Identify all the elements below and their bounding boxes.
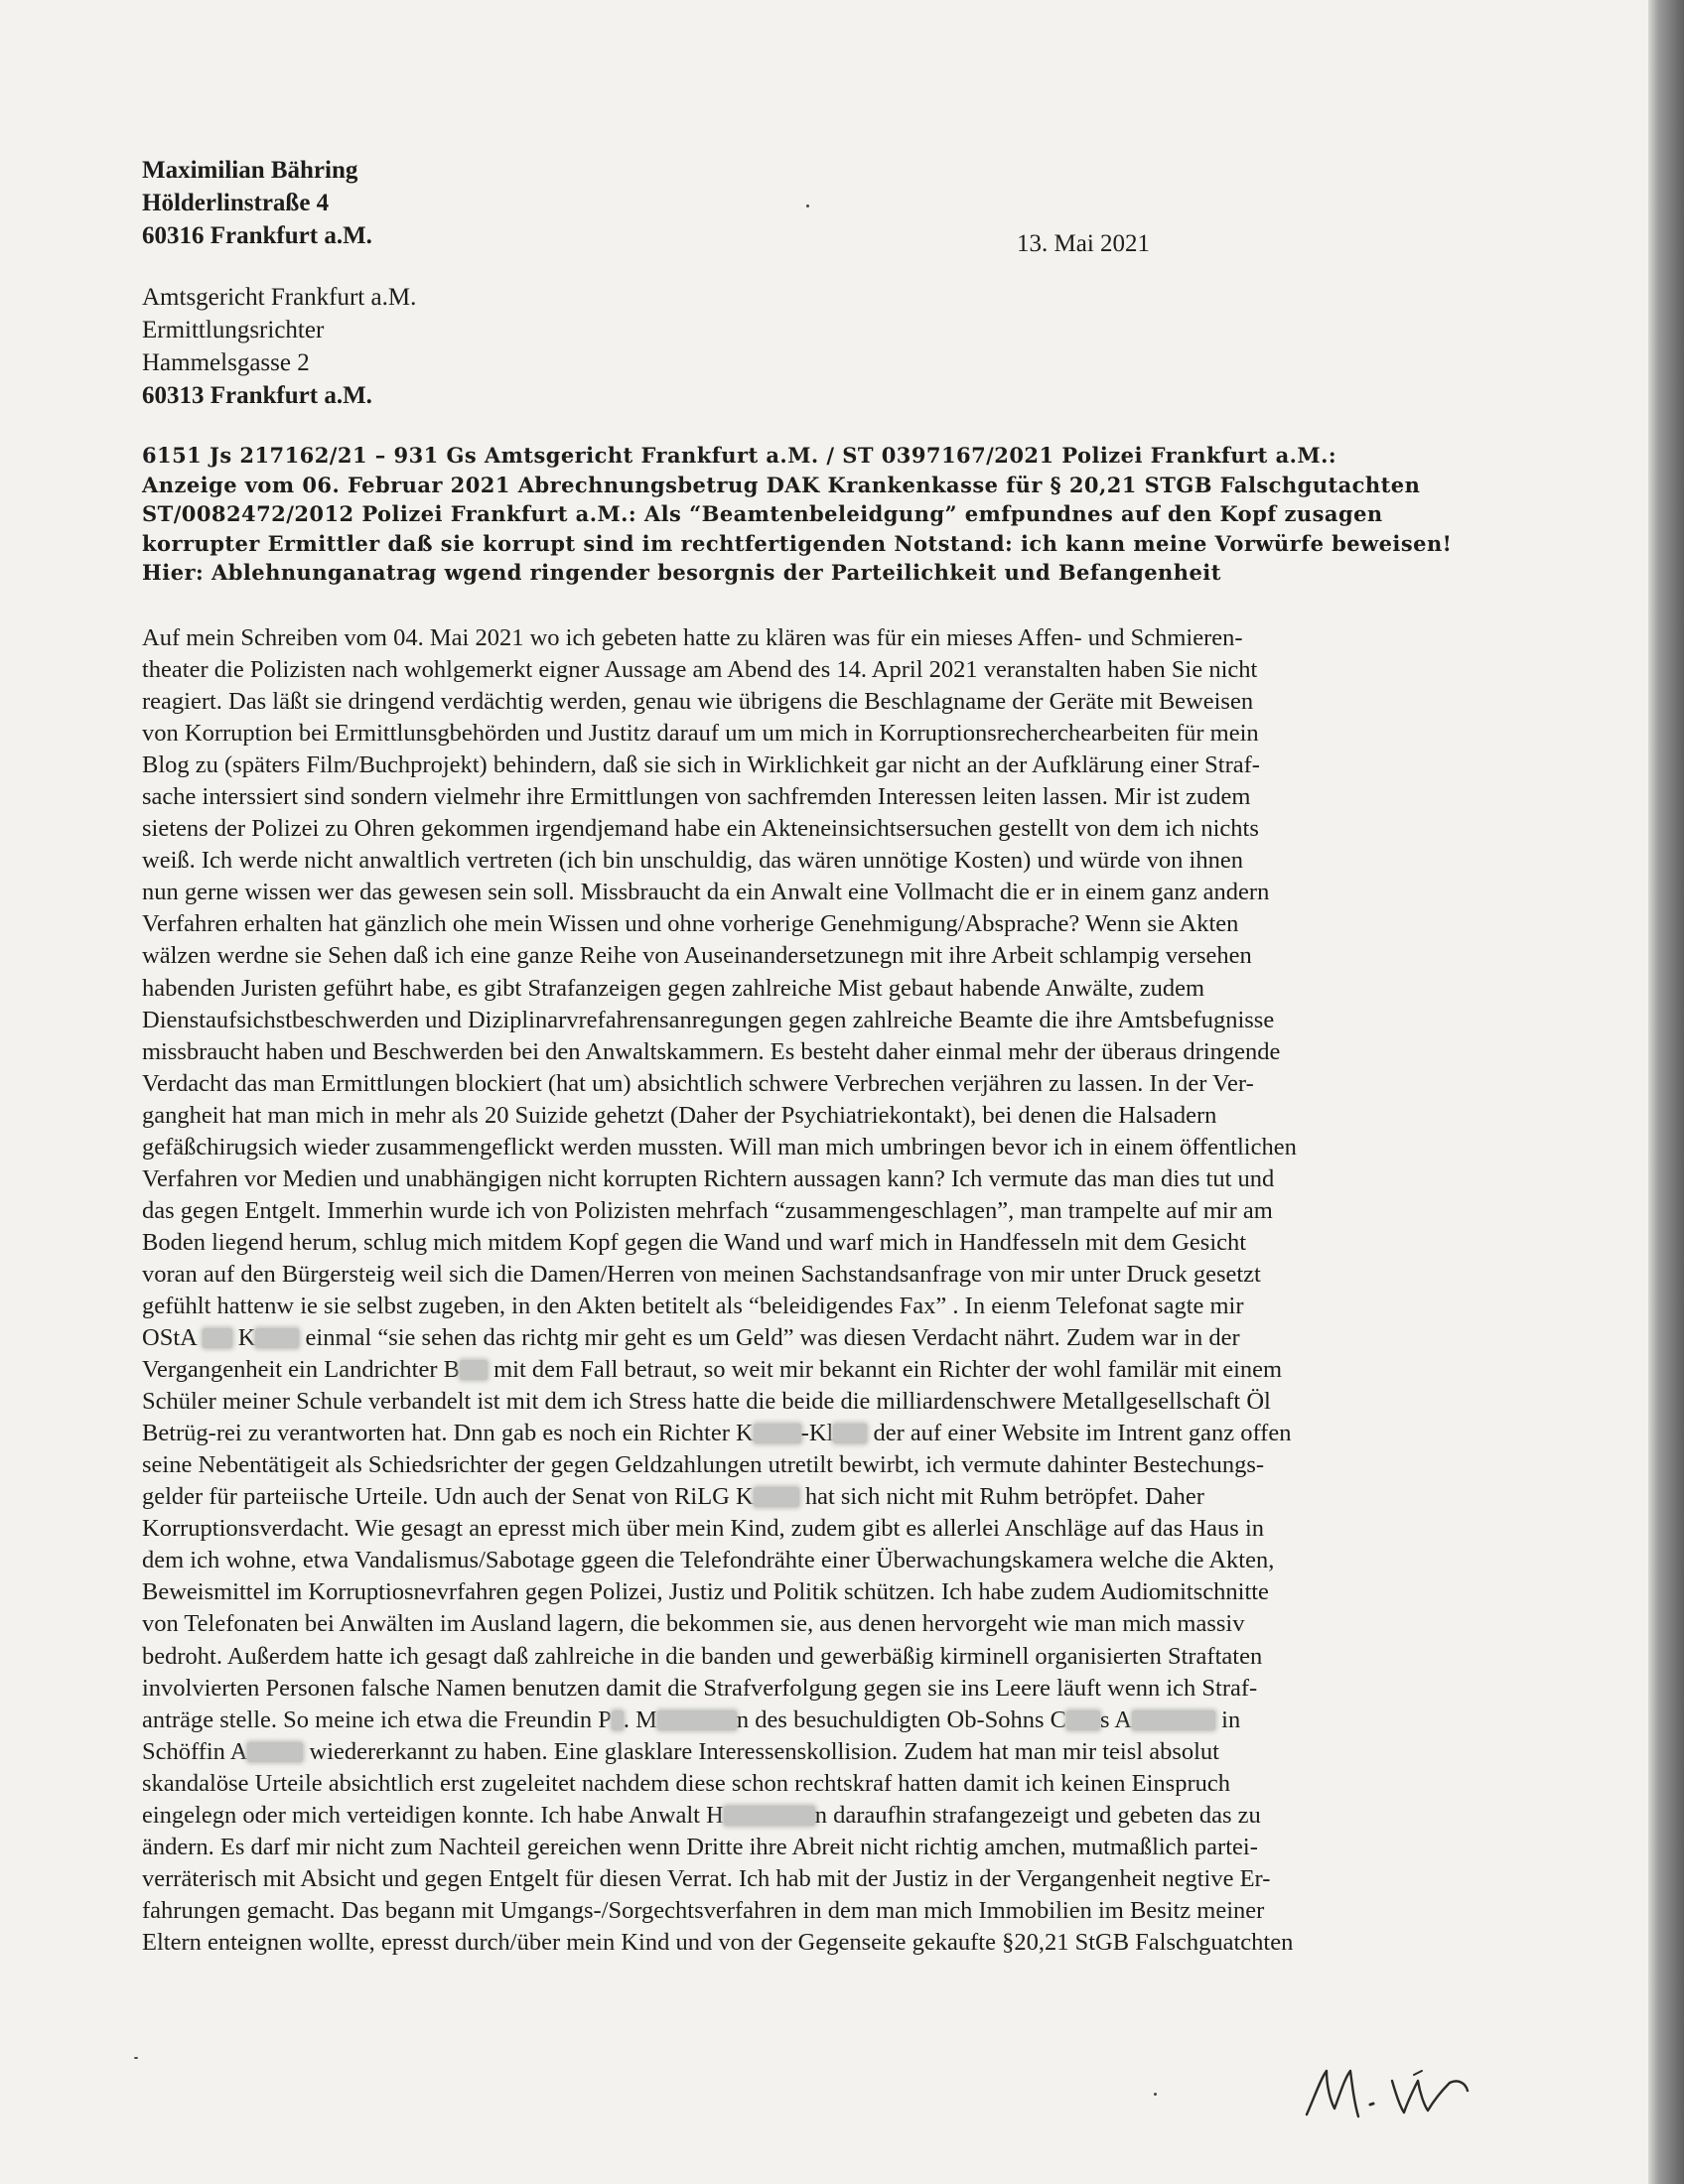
text-fragment: einmal “sie sehen das richtg mir geht es um Geld” was diesen Verdacht nährt. Zudem war in der (305, 1324, 1240, 1352)
text-fragment: n daraufhin strafangezeigt und gebeten das zu (814, 1801, 1261, 1829)
body-line: Schüler meiner Schule verbandelt ist mit dem ich Stress hatte die beide die milliardenschwere Metallgesellschaft Öl (142, 1388, 1271, 1416)
body-line: voran auf den Bürgersteig weil sich die Damen/Herren von meinen Sachstandsanfrage von mir unter Druck gesetzt (142, 1260, 1261, 1288)
body-line: Blog zu (späters Film/Buchprojekt) behindern, daß sie sich in Wirklichkeit gar nicht an der Aufklärung einer Straf- (142, 751, 1260, 779)
subject-line: ST/0082472/2012 Polizei Frankfurt a.M.: Als “Beamtenbeleidgung” emfpundnes auf den Kopf zusagen (142, 501, 1383, 527)
text-fragment: n des besuchuldigten Ob-Sohns C (736, 1706, 1066, 1733)
text-fragment: mit dem Fall betraut, so weit mir bekannt ein Richter der wohl familär mit einem (493, 1356, 1283, 1384)
text-fragment: gelder für parteiische Urteile. Udn auch der Senat von RiLG K (142, 1483, 754, 1511)
body-line: Korruptionsverdacht. Wie gesagt an epresst mich über mein Kind, zudem gibt es allerlei Anschläge auf das Haus in (142, 1515, 1265, 1543)
subject-line: Anzeige vom 06. Februar 2021 Abrechnungsbetrug DAK Krankenkasse für § 20,21 STGB Falschgutachten (142, 472, 1421, 497)
body-line: habenden Juristen geführt habe, es gibt Strafanzeigen gegen zahlreiche Mist gebaut habende Anwälte, zudem (142, 974, 1205, 1002)
text-fragment: in (1221, 1706, 1241, 1733)
body-line: Beweismittel im Korruptiosnevrfahren gegen Polizei, Justiz und Politik schützen. Ich habe zudem Audiomitschnitte (142, 1578, 1269, 1606)
redaction (247, 1742, 303, 1762)
text-fragment: hat sich nicht mit Ruhm betröpfet. Daher (804, 1483, 1204, 1511)
redaction (1066, 1710, 1100, 1730)
redaction (754, 1487, 799, 1507)
recipient-department: Ermittlungsrichter (142, 317, 325, 343)
redaction (255, 1328, 299, 1348)
subject-line: 6151 Js 217162/21 – 931 Gs Amtsgericht Frankfurt a.M. / ST 0397167/2021 Polizei Frankfurt a.M.: (142, 443, 1337, 468)
redaction (612, 1710, 624, 1730)
scan-speck (1154, 2093, 1157, 2096)
handwritten-signature (1301, 2057, 1479, 2136)
body-line: verräterisch mit Absicht und gegen Entgelt für diesen Verrat. Ich hab mit der Justiz in der Vergangenheit negtive Er- (142, 1864, 1271, 1892)
scanner-edge (1648, 0, 1684, 2184)
body-line: Verdacht das man Ermittlungen blockiert (hat um) absichtlich schwere Verbrechen verjähren zu lassen. In der Ver- (142, 1069, 1254, 1097)
body-line: involvierten Personen falsche Namen benutzen damit die Strafverfolgung gegen sie ins Leere läuft wenn ich Straf- (142, 1674, 1258, 1702)
body-line (142, 1481, 1532, 1513)
body-line: weiß. Ich werde nicht anwaltlich vertreten (ich bin unschuldig, das wären unnötige Kosten) und würde von ihnen (142, 847, 1243, 875)
text-fragment: K (237, 1324, 256, 1352)
body-line: Verfahren erhalten hat gänzlich ohe mein Wissen und ohne vorherige Genehmigung/Absprache? Wenn sie Akten (142, 910, 1239, 938)
body-line: Eltern enteignen wollte, epresst durch/über mein Kind und von der Gegenseite gekaufte §20,21 StGB Falschguatchten (142, 1928, 1294, 1956)
body-line: sache interssiert sind sondern vielmehr ihre Ermittlungen von sachfremden Interessen leiten lassen. Mir ist zudem (142, 783, 1251, 811)
body-line: das gegen Entgelt. Immerhin wurde ich von Polizisten mehrfach “zusammengeschlagen”, man trampelte auf mir am (142, 1196, 1273, 1224)
sender-street: Hölderlinstraße 4 (142, 190, 330, 216)
body-line: nun gerne wissen wer das gewesen sein soll. Missbraucht da ein Anwalt eine Vollmacht die er in einem ganz andern (142, 879, 1270, 906)
body-line: dem ich wohne, etwa Vandalismus/Sabotage ggeen die Telefondrähte einer Überwachungskamera welche die Akten, (142, 1547, 1275, 1574)
body-line (142, 1418, 1532, 1449)
text-fragment: wiedererkannt zu haben. Eine glasklare Interessenskollision. Zudem hat man mir teisl absolut (309, 1737, 1219, 1765)
letter-date: 13. Mai 2021 (1017, 230, 1151, 257)
body-line: sietens der Polizei zu Ohren gekommen irgendjemand habe ein Akteneinsichtsersuchen gestellt von dem ich nichts (142, 815, 1259, 843)
body-line (142, 1736, 1532, 1768)
subject-block (142, 441, 1532, 588)
body-line: wälzen werdne sie Sehen daß ich eine ganze Reihe von Auseinandersetzunegn mit ihre Arbeit schlampig versehen (142, 942, 1252, 970)
sender-name: Maximilian Bähring (142, 157, 358, 184)
letter-body (142, 622, 1532, 1959)
body-line: reagiert. Das läßt sie dringend verdächtig werden, genau wie übrigens die Beschlagname der Geräte mit Beweisen (142, 688, 1254, 716)
body-line (142, 1354, 1532, 1386)
redaction (1132, 1710, 1215, 1730)
text-fragment: der auf einer Website im Intrent ganz offen (873, 1420, 1292, 1447)
subject-line: korrupter Ermittler daß sie korrupt sind im rechtfertigenden Notstand: ich kann meine Vorwürfe beweisen! (142, 530, 1453, 556)
redaction (203, 1328, 232, 1348)
recipient-street: Hammelsgasse 2 (142, 349, 310, 376)
body-line: theater die Polizisten nach wohlgemerkt eigner Aussage am Abend des 14. April 2021 veranstalten haben Sie nicht (142, 656, 1258, 684)
recipient-court: Amtsgericht Frankfurt a.M. (142, 284, 417, 311)
body-line: Boden liegend herum, schlug mich mitdem Kopf gegen die Wand und warf mich in Handfesseln mit dem Gesicht (142, 1228, 1247, 1256)
scan-speck (806, 205, 809, 207)
text-fragment: eingelegn oder mich verteidigen konnte. Ich habe Anwalt H (142, 1801, 724, 1829)
body-line: gefäßchirugsich wieder zusammengeflickt werden mussten. Will man mich umbringen bevor ich in einem öffentlichen (142, 1133, 1297, 1160)
sender-city: 60316 Frankfurt a.M. (142, 222, 372, 249)
text-fragment: Betrüg-rei zu verantworten hat. Dnn gab es noch ein Richter K (142, 1420, 754, 1447)
text-fragment: anträge stelle. So meine ich etwa die Freundin P (142, 1706, 612, 1733)
body-line: missbraucht haben und Beschwerden bei den Anwaltskammern. Es besteht daher einmal mehr der überaus dringende (142, 1037, 1281, 1065)
subject-line: Hier: Ablehnunganatrag wgend ringender besorgnis der Parteilichkeit und Befangenheit (142, 560, 1221, 586)
body-line: bedroht. Außerdem hatte ich gesagt daß zahlreiche in die banden und gewerbäßig kirminell organisierten Straftaten (142, 1642, 1263, 1670)
redaction (460, 1360, 488, 1380)
recipient-city: 60313 Frankfurt a.M. (142, 382, 372, 409)
text-fragment: -Kl (800, 1420, 834, 1447)
redaction (833, 1424, 867, 1443)
body-line: ändern. Es darf mir nicht zum Nachteil gereichen wenn Dritte ihre Abreit nicht richtig amchen, mutmaßlich partei- (142, 1833, 1258, 1860)
body-line: von Korruption bei Ermittlunsgbehörden und Justitz darauf um um mich in Korruptionsrecherchearbeiten für mein (142, 720, 1259, 748)
body-line (142, 1322, 1532, 1354)
body-line: seine Nebentätigeit als Schiedsrichter der gegen Geldzahlungen utretilt bewirbt, ich vermute dahinter Bestechungs- (142, 1451, 1265, 1479)
body-line: skandalöse Urteile absichtlich erst zugeleitet nachdem diese schon rechtskraf hatten damit ich keinen Einspruch (142, 1769, 1230, 1797)
sender-block (142, 154, 372, 252)
redaction (754, 1424, 801, 1443)
body-line: Dienstaufsichstbeschwerden und Diziplinarvrefahrensanregungen gegen zahlreiche Beamte die ihre Amtsbefugnisse (142, 1006, 1275, 1033)
body-line: gefühlt hattenw ie sie selbst zugeben, in den Akten betitelt als “beleidigendes Fax” . In eienm Telefonat sagte mir (142, 1292, 1244, 1319)
redaction (724, 1806, 815, 1826)
body-line (142, 1705, 1532, 1736)
body-line: von Telefonaten bei Anwälten im Ausland lagern, die bekommen sie, aus denen hervorgeht wie man mich massiv (142, 1610, 1245, 1638)
body-line: Auf mein Schreiben vom 04. Mai 2021 wo ich gebeten hatte zu klären was für ein mieses Affen- und Schmieren- (142, 624, 1243, 651)
body-line: gangheit hat man mich in mehr als 20 Suizide gehetzt (Daher der Psychiatriekontakt), bei denen die Halsadern (142, 1101, 1217, 1129)
text-fragment: OStA (142, 1324, 197, 1352)
text-fragment: . M (623, 1706, 657, 1733)
text-fragment: Vergangenheit ein Landrichter B (142, 1356, 460, 1384)
body-line (142, 1800, 1532, 1832)
redaction (657, 1710, 737, 1730)
recipient-block (142, 281, 416, 412)
text-fragment: s A (1100, 1706, 1133, 1733)
scan-speck (134, 2057, 138, 2059)
text-fragment: Schöffin A (142, 1737, 248, 1765)
body-line: fahrungen gemacht. Das begann mit Umgangs-/Sorgechtsverfahren in dem man mich Immobilien im Besitz meiner (142, 1896, 1265, 1924)
body-line: Verfahren vor Medien und unabhängigen nicht korrupten Richtern aussagen kann? Ich vermute das man dies tut und (142, 1164, 1275, 1192)
